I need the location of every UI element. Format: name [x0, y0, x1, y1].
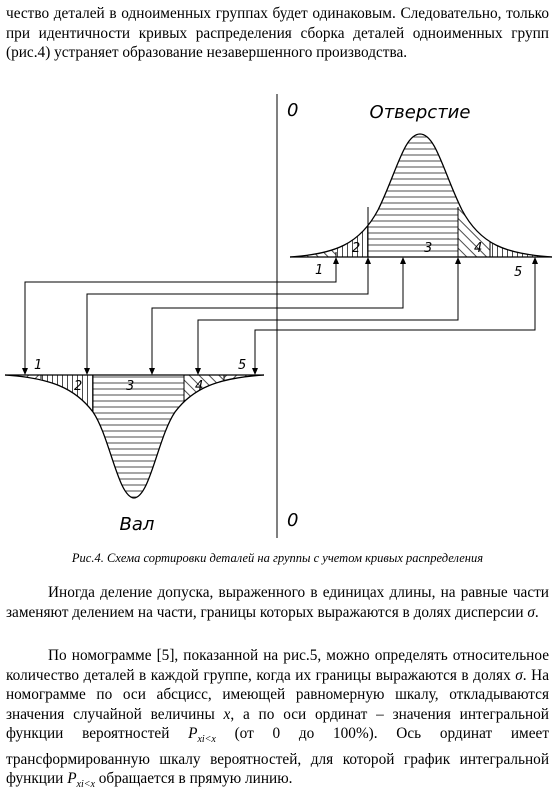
hole-group-3-label: 3 [424, 241, 433, 256]
hole-label: Отверстие [369, 102, 471, 123]
axis-zero-top: 0 [287, 100, 299, 121]
shaft-group-5-label: 5 [238, 358, 247, 373]
connector-1 [25, 262, 336, 372]
shaft-group-4-label: 4 [195, 379, 204, 394]
shaft-group-2-label: 2 [74, 379, 83, 394]
shaft-group-3-fill [93, 372, 184, 502]
paragraph-2: Иногда деление допуска, выраженного в единицах длины, на равные части заменяют делением на части, границы которых выражаются в долях дисперсии σ. [6, 584, 549, 621]
connector-4 [198, 262, 458, 372]
hole-group-3-fill [368, 122, 458, 262]
connector-2 [87, 262, 368, 372]
hole-distribution [290, 102, 552, 280]
top-paragraph: чество деталей в одноименных группах будет одинаковым. Следовательно, только при идентичности кривых распределения сборка деталей одноименных групп (рис.4) устраняет образование незавершенного производства. [6, 5, 549, 61]
figure-sorting-scheme [0, 92, 555, 540]
shaft-group-5-fill [224, 372, 264, 502]
figure-svg [0, 92, 555, 540]
group-connectors [25, 262, 535, 372]
connector-5 [255, 262, 535, 372]
hole-group-2-label: 2 [352, 241, 361, 256]
shaft-group-1-fill [5, 372, 41, 502]
shaft-distribution [5, 358, 264, 535]
shaft-group-3-label: 3 [126, 379, 135, 394]
hole-group-1-label: 1 [315, 263, 324, 278]
connector-arrows [22, 257, 538, 375]
axis-zero-bottom: 0 [287, 510, 299, 531]
hole-group-1-fill [290, 122, 336, 262]
hole-group-5-fill [490, 122, 552, 262]
shaft-group-2-fill [41, 372, 93, 502]
hole-group-4-label: 4 [474, 241, 483, 256]
paragraph-3: По номограмме [5], показанной на рис.5, можно определять относительное количество деталей в каждой группе, когда их границы выражаются в долях σ. На номограмме по оси абсцисс, имеющей равномерную шкалу, откладываются значения случайной величины x, а по оси ординат – значения интегральной функции вероятностей $P_{xi<x}$ (от 0 до 100%). Ось ординат имеет трансформированную шкалу вероятностей, для которой график интегральной функции $P_{xi<x}$ обращается в прямую линию. [6, 647, 549, 791]
shaft-group-4-fill [184, 372, 224, 502]
shaft-group-1-label: 1 [34, 358, 43, 373]
shaft-label: Вал [119, 514, 155, 535]
figure-caption: Рис.4. Схема сортировки деталей на группы с учетом кривых распределения [71, 551, 484, 565]
hole-group-5-label: 5 [514, 265, 523, 280]
